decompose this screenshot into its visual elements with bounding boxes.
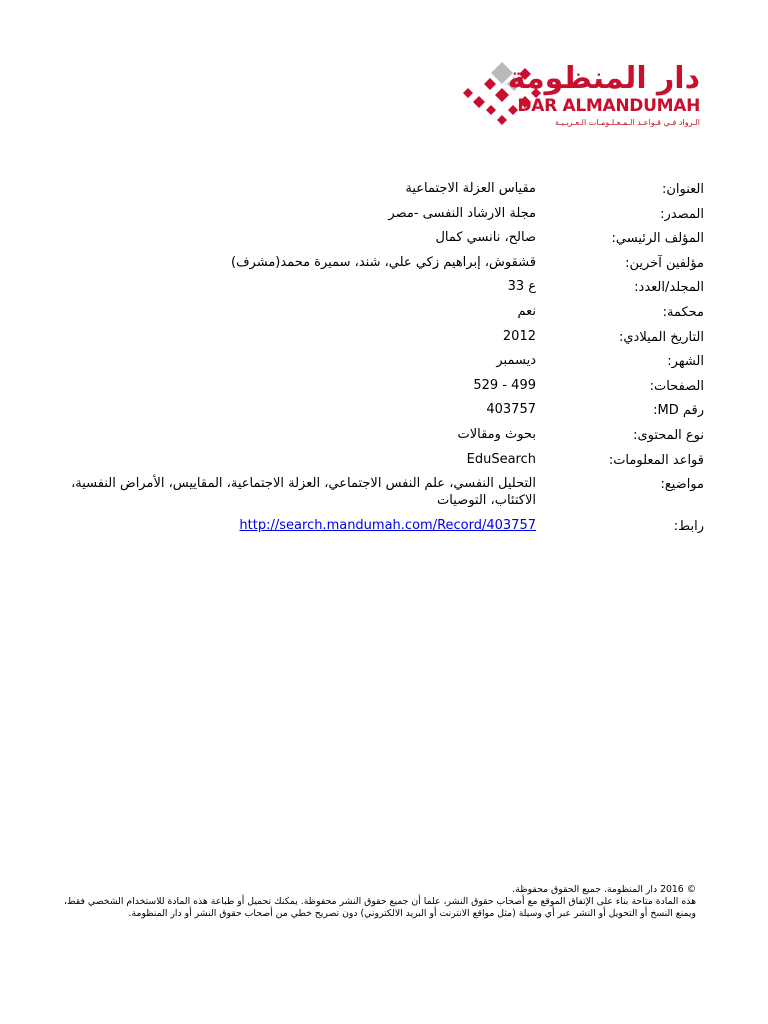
field-value: بحوث ومقالات bbox=[457, 426, 536, 442]
logo-diamond bbox=[486, 105, 496, 115]
logo-diamond bbox=[463, 88, 473, 98]
record-row bbox=[60, 424, 704, 449]
record-row bbox=[60, 252, 704, 277]
field-value: ع 33 bbox=[507, 279, 536, 295]
usage-notice: هذه المادة متاحة بناء على الإتفاق الموقع مع أصحاب حقوق النشر، علما أن جميع حقوق النشر محفوظة. يمكنك تحميل أو طباعة هذه المادة للاستخدام الشخصي فقط، ويمنع النسخ أو التحويل أو النشر عبر أي وسيلة (مثل مواقع الانترنت أو البريد الالكتروني) دون تصريح خطي من أصحاب حقوق النشر أو دار المنظومة. bbox=[63, 896, 696, 919]
copyright-line: © 2016 دار المنظومة. جميع الحقوق محفوظة. bbox=[512, 884, 696, 895]
field-value: 499 - 529 bbox=[473, 377, 536, 393]
field-value: مقياس العزلة الاجتماعية bbox=[405, 181, 536, 196]
field-value: 403757 bbox=[486, 402, 536, 418]
record-row bbox=[60, 399, 704, 424]
field-label: التاريخ الميلادي: bbox=[619, 329, 704, 345]
record-link[interactable]: http://search.mandumah.com/Record/403757 bbox=[239, 518, 536, 534]
field-label: محكمة: bbox=[662, 304, 704, 320]
field-label: العنوان: bbox=[661, 182, 704, 197]
field-label: الصفحات: bbox=[649, 378, 704, 394]
logo-arabic-name: دار المنظومة bbox=[507, 61, 700, 96]
publisher-logo bbox=[462, 60, 704, 134]
record-row-topics bbox=[60, 473, 704, 515]
logo-diamond bbox=[495, 88, 509, 102]
field-value: نعم bbox=[517, 303, 536, 319]
logo-diamond bbox=[497, 115, 507, 125]
field-value: EduSearch bbox=[466, 451, 536, 467]
record-row bbox=[60, 449, 704, 474]
topics-value: التحليل النفسي، علم النفس الاجتماعي، العزلة الاجتماعية، المقاييس، الأمراض النفسية، الاكتئاب، التوصيات bbox=[71, 476, 536, 509]
field-label: رابط: bbox=[673, 519, 704, 535]
field-label: الشهر: bbox=[667, 354, 704, 370]
field-label: المؤلف الرئيسي: bbox=[611, 231, 704, 247]
record-row bbox=[60, 276, 704, 301]
record-row-link bbox=[60, 515, 704, 540]
field-label: المصدر: bbox=[660, 206, 704, 222]
field-value: صالح، نانسي كمال bbox=[435, 230, 536, 246]
logo-tagline: الـرواد فـي قـواعـد الـمـعـلـومـات الـعـربـيـة bbox=[554, 118, 700, 127]
record-row bbox=[60, 203, 704, 228]
logo-diamond bbox=[484, 78, 496, 90]
record-row bbox=[60, 350, 704, 375]
link-value-cell bbox=[60, 515, 536, 534]
record-details bbox=[60, 178, 704, 540]
field-label: مؤلفين آخرين: bbox=[625, 255, 704, 271]
field-label: نوع المحتوى: bbox=[633, 427, 704, 443]
record-row bbox=[60, 326, 704, 351]
record-row bbox=[60, 375, 704, 400]
record-row bbox=[60, 227, 704, 252]
field-value: 2012 bbox=[502, 328, 536, 344]
record-row bbox=[60, 178, 704, 203]
record-row bbox=[60, 301, 704, 326]
field-label: قواعد المعلومات: bbox=[608, 452, 704, 468]
field-value: ديسمبر bbox=[496, 353, 536, 369]
field-value: قشقوش، إبراهيم زكي علي، شند، سميرة محمد(مشرف) bbox=[231, 254, 536, 270]
field-label: مواضيع: bbox=[660, 477, 704, 493]
logo-latin-name: DAR ALMANDUMAH bbox=[517, 96, 700, 116]
field-value: مجلة الارشاد النفسى -مصر bbox=[388, 205, 536, 221]
logo-diamond bbox=[473, 96, 485, 108]
field-label: المجلد/العدد: bbox=[634, 280, 704, 296]
field-label: رقم MD: bbox=[653, 403, 704, 419]
copyright-notice bbox=[52, 884, 696, 920]
